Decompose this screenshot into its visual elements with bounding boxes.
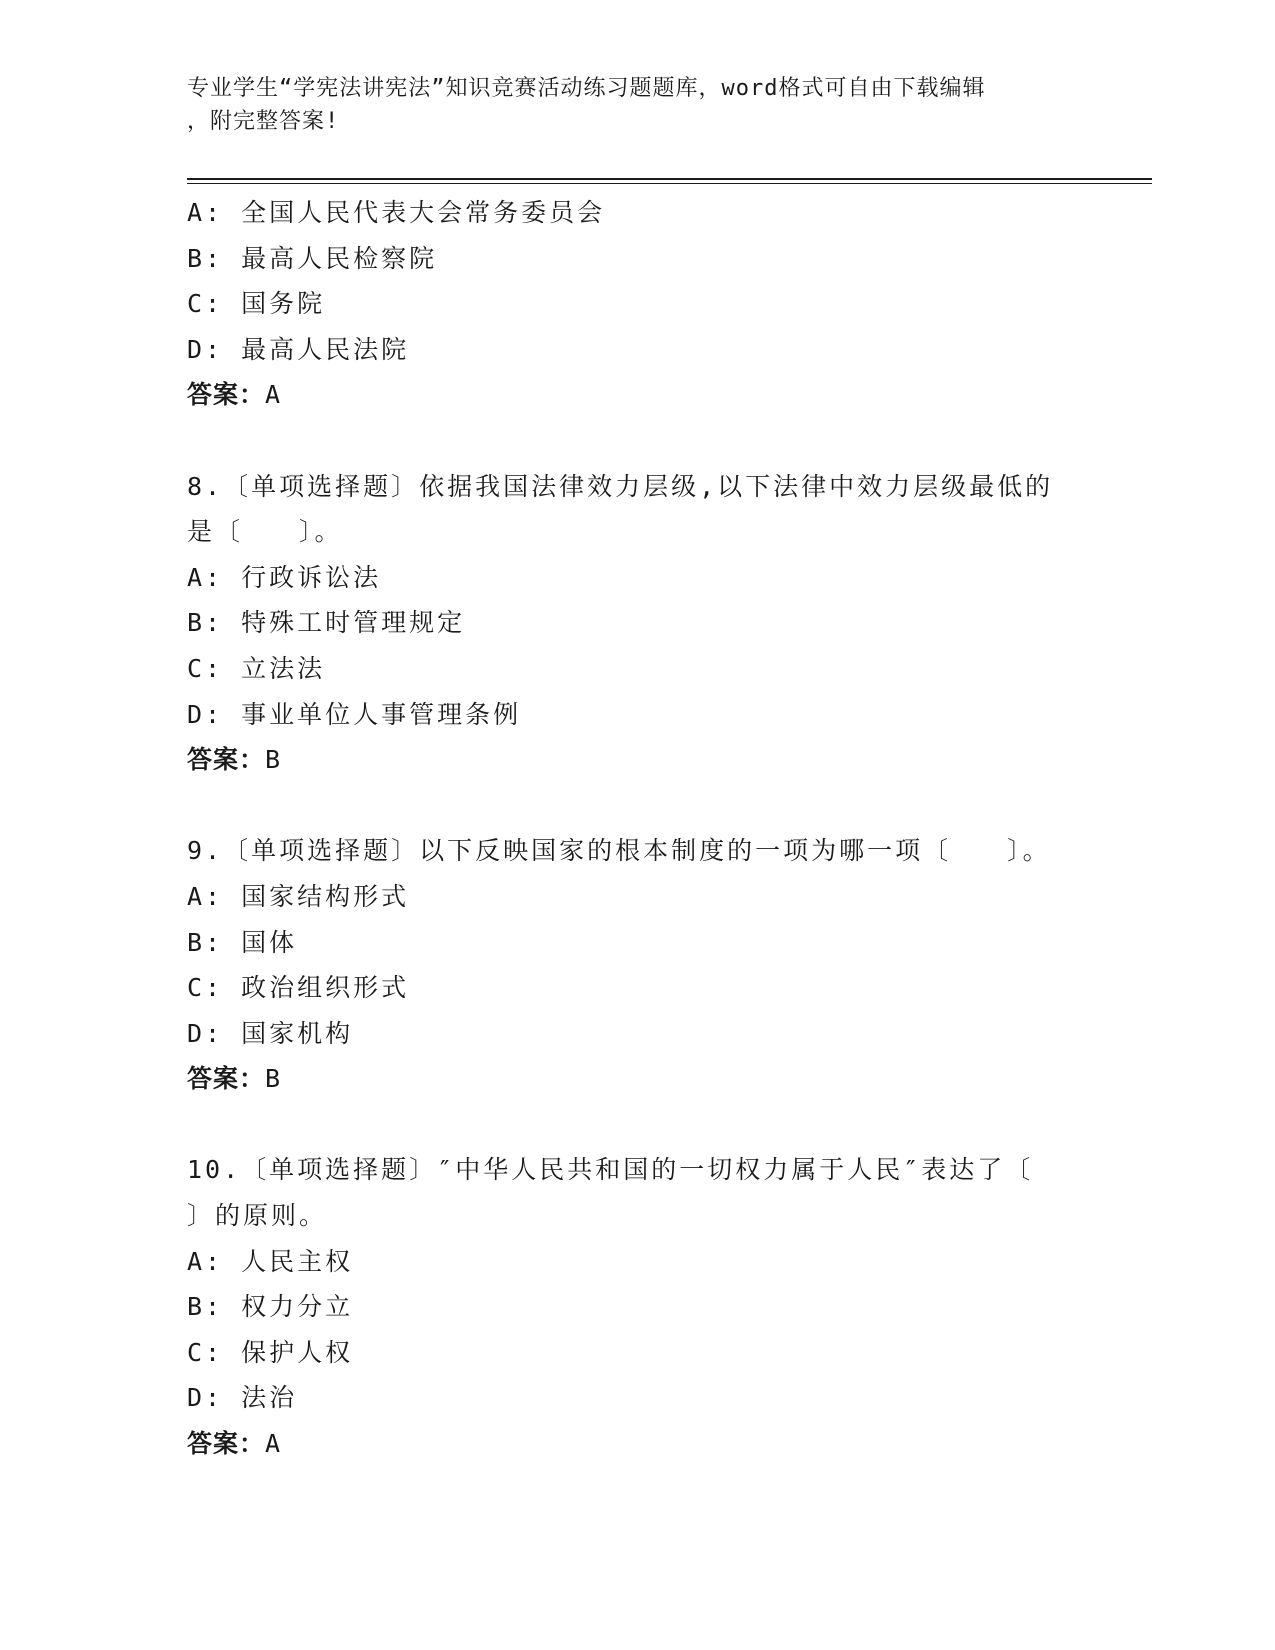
- question-block-10: [187, 1147, 1087, 1466]
- question-block-7: [187, 190, 1087, 418]
- answer-line: [187, 1421, 1087, 1467]
- question-text: 9.〔单项选择题〕以下反映国家的根本制度的一项为哪一项〔 〕。: [187, 836, 1051, 866]
- option-d: D: 事业单位人事管理条例: [187, 699, 522, 729]
- spacer: [187, 783, 1087, 829]
- question-text: 10.〔单项选择题〕″中华人民共和国的一切权力属于人民″表达了〔: [187, 1155, 1034, 1185]
- option-a: A: 全国人民代表大会常务委员会: [187, 198, 606, 227]
- option-c: C: 立法法: [187, 653, 326, 683]
- answer-label: 答案：: [187, 745, 266, 775]
- option-a: A: 国家结构形式: [187, 881, 410, 911]
- question-block-8: [187, 464, 1087, 783]
- question-list: [187, 190, 1087, 1467]
- page-header: [187, 72, 1067, 138]
- option-c: C: 政治组织形式: [187, 973, 410, 1003]
- question-text-cont: 〕的原则。: [187, 1201, 328, 1231]
- header-line-1: 专业学生“学宪法讲宪法”知识竞赛活动练习题题库，word格式可自由下载编辑: [187, 76, 986, 101]
- option-c: C: 国务院: [187, 289, 326, 319]
- option-b: B: 权力分立: [187, 1292, 354, 1322]
- question-text-cont: 是〔 〕。: [187, 517, 343, 547]
- answer-line: [187, 737, 1087, 783]
- option-d: D: 最高人民法院: [187, 334, 410, 364]
- option-d: D: 法治: [187, 1383, 298, 1413]
- answer-line: [187, 372, 1087, 418]
- header-line-2: ，附完整答案!: [187, 109, 340, 134]
- option-b: B: 最高人民检察院: [187, 243, 438, 273]
- answer-line: [187, 1056, 1087, 1102]
- answer-value: A: [265, 380, 282, 410]
- option-d: D: 国家机构: [187, 1018, 354, 1048]
- answer-label: 答案：: [187, 1429, 266, 1459]
- answer-value: B: [265, 745, 282, 775]
- question-text: 8.〔单项选择题〕依据我国法律效力层级,以下法律中效力层级最低的: [187, 471, 1054, 501]
- option-b: B: 特殊工时管理规定: [187, 608, 466, 638]
- answer-label: 答案：: [187, 380, 266, 410]
- header-rule-thick: [187, 178, 1152, 180]
- spacer: [187, 1102, 1087, 1148]
- option-a: A: 行政诉讼法: [187, 562, 382, 592]
- spacer: [187, 418, 1087, 464]
- answer-value: B: [265, 1064, 282, 1094]
- option-a: A: 人民主权: [187, 1246, 354, 1276]
- option-c: C: 保护人权: [187, 1337, 354, 1367]
- option-b: B: 国体: [187, 927, 298, 957]
- question-block-9: [187, 828, 1087, 1102]
- answer-value: A: [265, 1429, 282, 1459]
- header-rule-thin: [187, 183, 1152, 184]
- answer-label: 答案：: [187, 1064, 266, 1094]
